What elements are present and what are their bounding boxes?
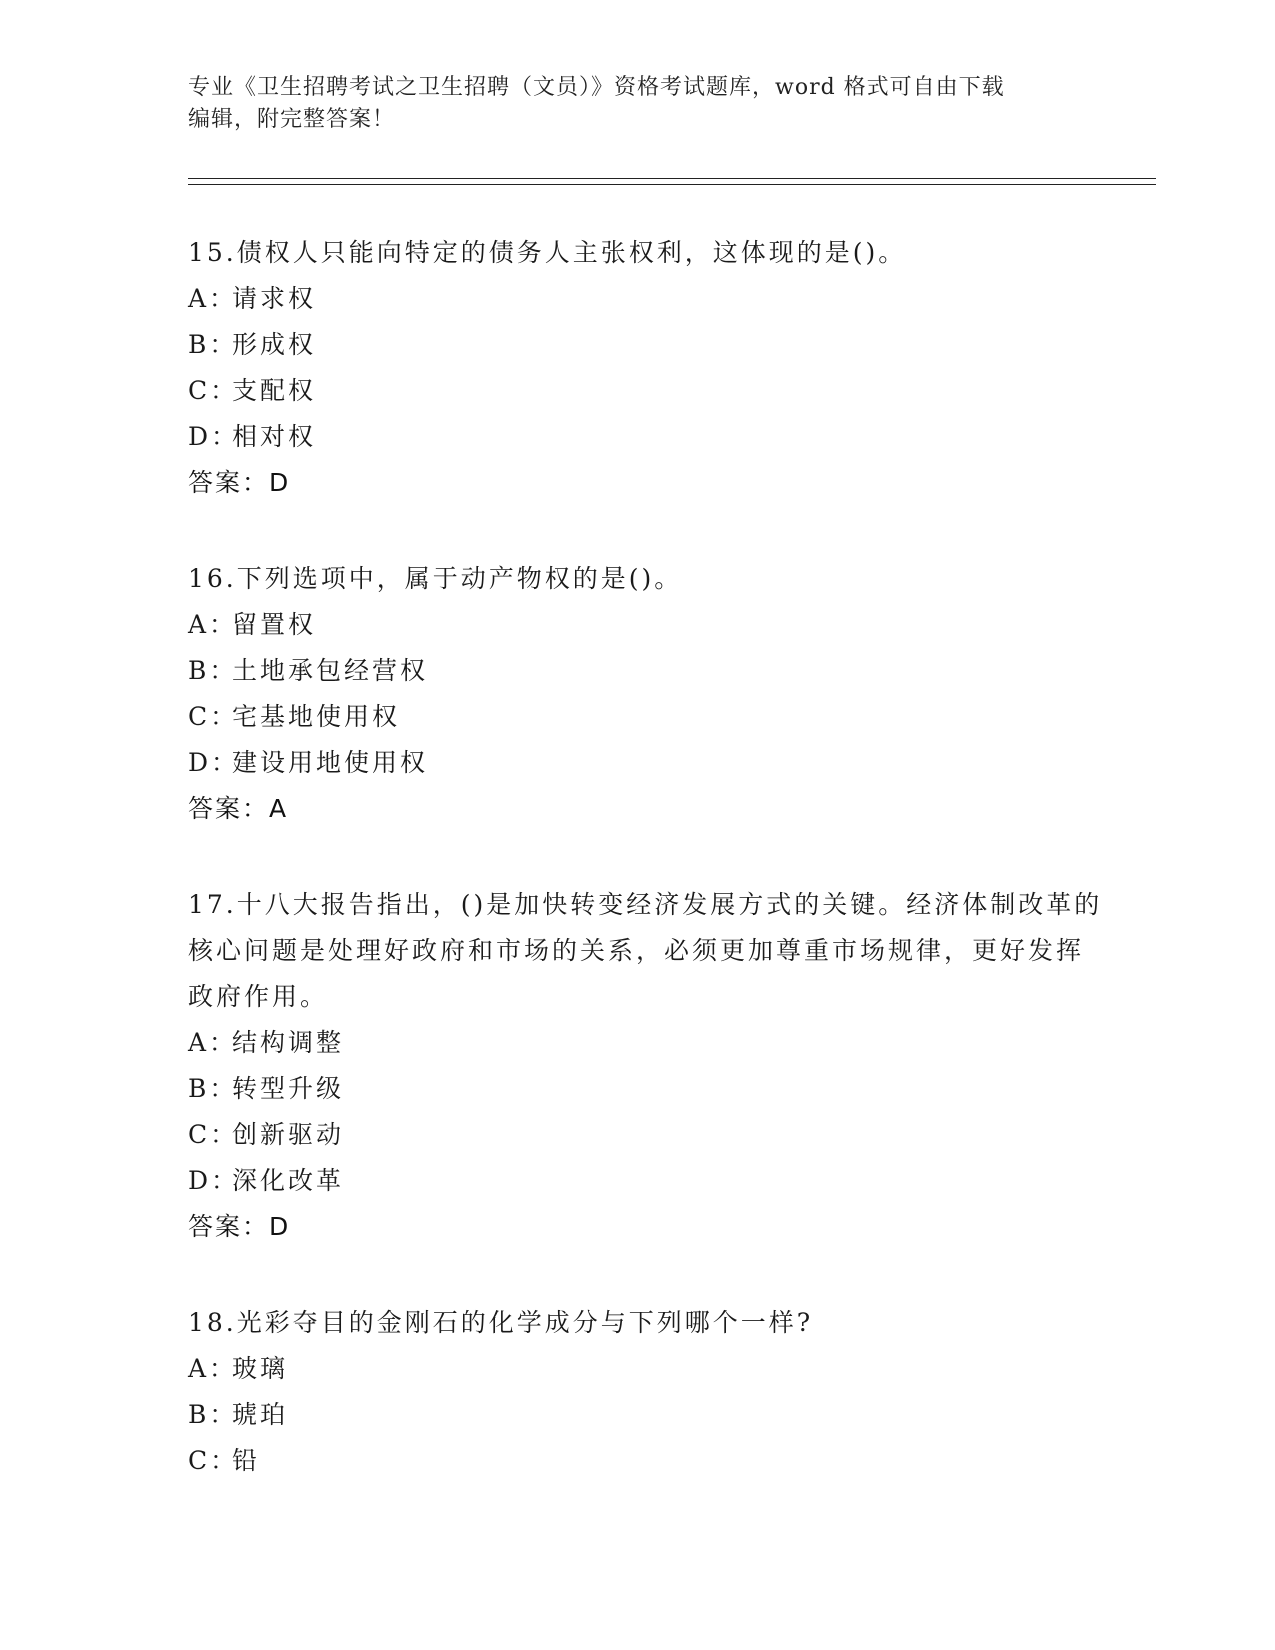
answer-line: 答案：D — [188, 468, 291, 497]
question-list — [188, 230, 1108, 1534]
option-a — [188, 1346, 1108, 1392]
option-letter: B： — [188, 656, 238, 685]
document-header — [188, 72, 1088, 136]
option-c — [188, 1438, 1108, 1484]
option-b — [188, 1392, 1108, 1438]
question-stem: 17.十八大报告指出，()是加快转变经济发展方式的关键。经济体制改革的核心问题是处理好政府和市场的关系，必须更加尊重市场规律，更好发挥政府作用。 — [188, 890, 1103, 1011]
option-a — [188, 602, 1108, 648]
option-letter: C： — [188, 376, 239, 405]
option-text: 相对权 — [232, 422, 317, 451]
header-line-2: 编辑，附完整答案！ — [188, 107, 396, 132]
header-divider — [188, 178, 1156, 185]
option-text: 深化改革 — [232, 1166, 345, 1195]
question-stem: 16.下列选项中，属于动产物权的是()。 — [188, 564, 683, 593]
option-c — [188, 1112, 1108, 1158]
option-text: 琥珀 — [232, 1400, 289, 1429]
option-letter: C： — [188, 702, 239, 731]
option-letter: A： — [188, 284, 238, 313]
option-b — [188, 322, 1108, 368]
option-d — [188, 414, 1108, 460]
option-letter: B： — [188, 1400, 238, 1429]
option-letter: D： — [188, 748, 240, 777]
option-a — [188, 276, 1108, 322]
question-stem: 18.光彩夺目的金刚石的化学成分与下列哪个一样? — [188, 1308, 814, 1337]
question-stem: 15.债权人只能向特定的债务人主张权利，这体现的是()。 — [188, 238, 907, 267]
option-text: 铅 — [232, 1446, 261, 1475]
option-text: 宅基地使用权 — [232, 702, 401, 731]
option-letter: D： — [188, 422, 240, 451]
option-letter: A： — [188, 1028, 238, 1057]
option-c — [188, 694, 1108, 740]
option-text: 留置权 — [232, 610, 317, 639]
option-letter: A： — [188, 1354, 238, 1383]
question-15 — [188, 230, 1108, 506]
option-text: 玻璃 — [232, 1354, 289, 1383]
option-b — [188, 1066, 1108, 1112]
option-text: 土地承包经营权 — [232, 656, 429, 685]
option-d — [188, 740, 1108, 786]
option-text: 支配权 — [232, 376, 317, 405]
header-line-1: 专业《卫生招聘考试之卫生招聘（文员）》资格考试题库，word 格式可自由下载 — [188, 75, 1005, 100]
question-17 — [188, 882, 1108, 1250]
option-b — [188, 648, 1108, 694]
question-18 — [188, 1300, 1108, 1484]
option-text: 转型升级 — [232, 1074, 345, 1103]
option-letter: C： — [188, 1446, 239, 1475]
option-letter: B： — [188, 1074, 238, 1103]
answer-line: 答案：D — [188, 1212, 291, 1241]
option-text: 形成权 — [232, 330, 317, 359]
option-letter: B： — [188, 330, 238, 359]
option-a — [188, 1020, 1108, 1066]
question-16 — [188, 556, 1108, 832]
option-letter: A： — [188, 610, 238, 639]
option-text: 结构调整 — [232, 1028, 345, 1057]
option-text: 请求权 — [232, 284, 317, 313]
answer-line: 答案：A — [188, 794, 289, 823]
option-c — [188, 368, 1108, 414]
option-d — [188, 1158, 1108, 1204]
option-text: 创新驱动 — [232, 1120, 345, 1149]
option-text: 建设用地使用权 — [232, 748, 429, 777]
option-letter: D： — [188, 1166, 240, 1195]
option-letter: C： — [188, 1120, 239, 1149]
